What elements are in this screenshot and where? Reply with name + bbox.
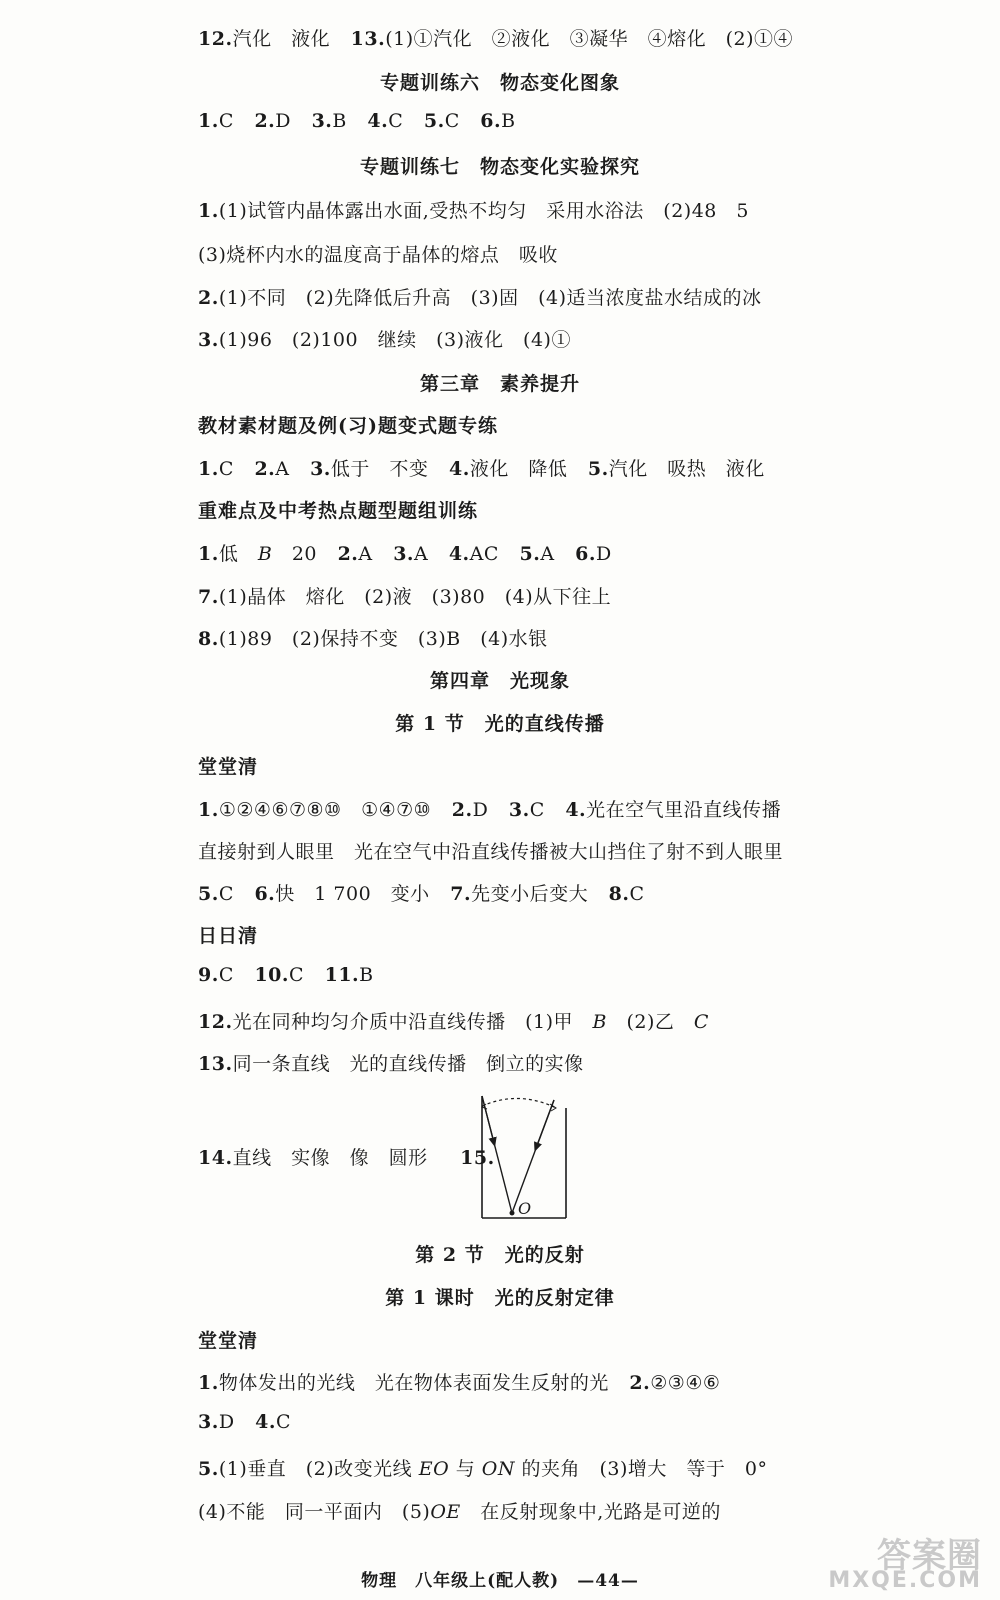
- answer-line-t7-2: [198, 283, 762, 310]
- answer-text: ①②④⑥⑦⑧⑩ ①④⑦⑩: [218, 799, 432, 821]
- question-number: 2.: [451, 799, 473, 821]
- answer-text: C: [529, 799, 545, 821]
- answer-text: (1)96 (2)100 继续 (3)液化 (4)①: [218, 329, 571, 351]
- question-number: 4.: [367, 110, 389, 132]
- question-number: 3.: [508, 799, 530, 821]
- answer-text: 与: [449, 1458, 482, 1480]
- answer-text: A: [414, 543, 429, 565]
- heading-section-2: 第 2 节 光的反射: [415, 1244, 585, 1266]
- answer-text: C: [289, 964, 305, 986]
- answer-text: C: [629, 883, 645, 905]
- answer-line-s2-5: [198, 1454, 768, 1481]
- heading-lesson-1: 第 1 课时 光的反射定律: [385, 1287, 615, 1309]
- answer-text: 20: [272, 543, 318, 565]
- answer-line-s2-a: [198, 1368, 720, 1395]
- answer-text: B: [332, 110, 347, 132]
- answer-text: 物体发出的光线 光在物体表面发生反射的光: [218, 1372, 609, 1394]
- answer-text: A: [540, 543, 555, 565]
- question-number: 9.: [198, 964, 219, 986]
- question-number: 1.: [198, 799, 219, 821]
- answer-line-s2-5-cont: [198, 1497, 721, 1524]
- question-number: 5.: [198, 883, 219, 905]
- answer-line-ch3-7: [198, 582, 611, 609]
- answer-line-t7-1: [198, 196, 749, 223]
- answer-text: 先变小后变大: [471, 883, 589, 905]
- answer-text: (1)不同 (2)先降低后升高 (3)固 (4)适当浓度盐水结成的冰: [218, 287, 762, 309]
- question-number: 7.: [198, 586, 219, 608]
- point-o-label: O: [518, 1199, 532, 1218]
- answer-text: 汽化 液化: [232, 28, 331, 50]
- answer-text: B: [359, 964, 374, 986]
- answer-text: C: [218, 883, 234, 905]
- subheading-textbook-problems: 教材素材题及例(习)题变式题专练: [198, 415, 498, 437]
- answer-text: B: [501, 110, 516, 132]
- answer-line-s1-a-cont: 直接射到人眼里 光在空气中沿直线传播被大山挡住了射不到人眼里: [198, 841, 784, 863]
- answer-text: A: [358, 543, 373, 565]
- question-number: 12.: [198, 28, 233, 50]
- answer-line-s1-14-15: [198, 1143, 495, 1170]
- question-number: 14.: [198, 1147, 233, 1169]
- answer-line-s1-12: [198, 1007, 709, 1034]
- answer-text: C: [693, 1011, 709, 1033]
- answer-text: 在反射现象中,光路是可逆的: [460, 1501, 721, 1523]
- answer-line-t7-1-cont: (3)烧杯内水的温度高于晶体的熔点 吸收: [198, 244, 558, 266]
- question-number: 2.: [337, 543, 359, 565]
- question-number: 13.: [198, 1053, 233, 1075]
- answer-text: (1)89 (2)保持不变 (3)B (4)水银: [218, 628, 548, 650]
- question-number: 2.: [254, 110, 276, 132]
- question-number: 3.: [310, 458, 331, 480]
- watermark-url: MXQE.COM: [828, 1568, 982, 1593]
- heading-section-1: 第 1 节 光的直线传播: [395, 713, 605, 735]
- question-number: 1.: [198, 1372, 219, 1394]
- pinhole-point: [510, 1211, 515, 1216]
- answer-text: (1)试管内晶体露出水面,受热不均匀 采用水浴法 (2)48 5: [218, 200, 749, 222]
- answer-text: D: [218, 1411, 235, 1433]
- answer-line-12-13: [198, 24, 793, 51]
- subheading-key-problems: 重难点及中考热点题型题组训练: [198, 500, 479, 522]
- answer-text: OE: [430, 1501, 461, 1523]
- answer-text: C: [218, 964, 234, 986]
- answer-text: 汽化 吸热 液化: [608, 458, 765, 480]
- question-number: 10.: [254, 964, 289, 986]
- question-number: 5.: [587, 458, 609, 480]
- question-number: 7.: [450, 883, 472, 905]
- question-number: 13.: [350, 28, 386, 50]
- answer-text: C: [388, 110, 404, 132]
- answer-line-ch3-a: [198, 454, 765, 481]
- answer-text: 的夹角 (3)增大 等于 0°: [514, 1458, 768, 1480]
- answer-line-t7-3: [198, 325, 571, 352]
- question-number: 1.: [198, 110, 219, 132]
- question-number: 2.: [198, 287, 219, 309]
- question-number: 6.: [575, 543, 596, 565]
- question-number: 8.: [608, 883, 630, 905]
- answer-text: 同一条直线 光的直线传播 倒立的实像: [232, 1053, 584, 1075]
- question-number: 1.: [198, 543, 219, 565]
- answer-text: B: [257, 543, 273, 565]
- question-number: 4.: [448, 458, 470, 480]
- answer-text: 低于 不变: [330, 458, 429, 480]
- question-number: 11.: [324, 964, 360, 986]
- heading-topic-6: 专题训练六 物态变化图象: [379, 72, 620, 94]
- question-number: 2.: [254, 458, 276, 480]
- answer-text: (1)晶体 熔化 (2)液 (3)80 (4)从下往上: [218, 586, 612, 608]
- answer-text: 液化 降低: [469, 458, 568, 480]
- answer-text: (4)不能 同一平面内 (5): [198, 1501, 431, 1523]
- answer-text: (1)垂直 (2)改变光线: [218, 1458, 419, 1480]
- answer-line-s1-13: [198, 1049, 584, 1076]
- question-number: 6.: [480, 110, 502, 132]
- answer-text: D: [595, 543, 612, 565]
- heading-chapter-4: 第四章 光现象: [429, 670, 570, 692]
- answer-text: A: [275, 458, 290, 480]
- question-number: 5.: [423, 110, 445, 132]
- question-number: 5.: [198, 1458, 219, 1480]
- question-number: 3.: [393, 543, 415, 565]
- answer-text: ②③④⑥: [650, 1372, 721, 1394]
- answer-text: C: [444, 110, 460, 132]
- answer-text: ON: [481, 1458, 515, 1480]
- answer-text: AC: [469, 543, 499, 565]
- answer-line-ch3-8: [198, 624, 548, 651]
- answer-text: C: [218, 110, 234, 132]
- watermark-logo: 答案圈: [877, 1536, 982, 1576]
- heading-topic-7: 专题训练七 物态变化实验探究: [359, 156, 640, 178]
- question-number: 4.: [448, 543, 470, 565]
- page-footer: 物理 八年级上(配人教) —44—: [361, 1571, 639, 1591]
- question-number: 4.: [255, 1411, 276, 1433]
- answer-line-s2-b: [198, 1411, 291, 1433]
- answer-text: (2)乙: [606, 1011, 694, 1033]
- heading-chapter-3: 第三章 素养提升: [419, 373, 580, 395]
- answer-line-ch3-b: [198, 539, 612, 566]
- answer-text: (1)①汽化 ②液化 ③凝华 ④熔化 (2)①④: [385, 28, 794, 50]
- dashed-arc: [482, 1098, 556, 1108]
- answer-text: 快 1 700 变小: [275, 883, 430, 905]
- answer-line-s1-b: [198, 879, 645, 906]
- question-number: 15.: [460, 1147, 495, 1169]
- pinhole-ray-diagram: [474, 1088, 574, 1223]
- question-number: 8.: [198, 628, 219, 650]
- answer-line-s1-c: [198, 964, 374, 986]
- question-number: 6.: [254, 883, 276, 905]
- answer-text: 直线 实像 像 圆形: [232, 1147, 428, 1169]
- answer-text: B: [592, 1011, 607, 1033]
- answer-text: 低: [218, 543, 258, 565]
- question-number: 4.: [565, 799, 587, 821]
- question-number: 1.: [198, 458, 219, 480]
- question-number: 12.: [198, 1011, 233, 1033]
- answer-line-s1-a: [198, 795, 781, 822]
- subheading-daily-practice: 日日清: [198, 925, 259, 947]
- answer-text: EO: [418, 1458, 450, 1480]
- question-number: 3.: [311, 110, 333, 132]
- subheading-class-practice-2: 堂堂清: [198, 1330, 259, 1352]
- question-number: 5.: [519, 543, 541, 565]
- answer-line-topic6: [198, 110, 516, 132]
- answer-text: D: [472, 799, 489, 821]
- answer-text: C: [275, 1411, 292, 1433]
- question-number: 3.: [198, 329, 219, 351]
- question-number: 3.: [198, 1411, 219, 1433]
- arrow-right: [536, 1100, 554, 1148]
- answer-text: C: [218, 458, 234, 480]
- answer-text: D: [275, 110, 292, 132]
- answer-text: 光在空气里沿直线传播: [586, 799, 782, 821]
- subheading-class-practice: 堂堂清: [198, 756, 259, 778]
- answer-text: 光在同种均匀介质中沿直线传播 (1)甲: [232, 1011, 593, 1033]
- question-number: 1.: [198, 200, 219, 222]
- question-number: 2.: [629, 1372, 651, 1394]
